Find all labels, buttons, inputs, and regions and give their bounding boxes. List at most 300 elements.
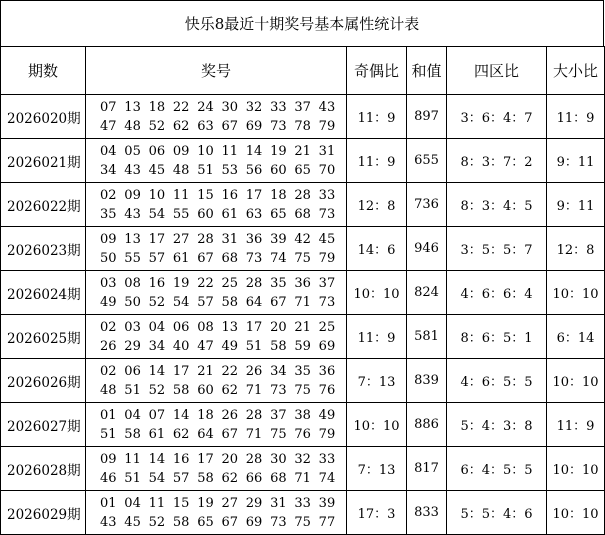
drawn-number: 79 [318, 426, 336, 442]
numbers-line [100, 205, 346, 224]
sum-cell: 824 [407, 271, 447, 315]
big-small-cell: 6：14 [547, 315, 605, 359]
odd-even-cell: 7：13 [347, 447, 407, 491]
drawn-number: 34 [148, 338, 166, 354]
odd-even-cell: 11：9 [347, 95, 407, 139]
drawn-number: 31 [270, 495, 287, 511]
drawn-number: 52 [148, 294, 166, 310]
numbers-line [100, 98, 346, 117]
drawn-number: 09 [100, 231, 117, 247]
drawn-number: 28 [245, 451, 263, 467]
numbers-cell [86, 403, 347, 447]
drawn-number: 09 [124, 187, 141, 203]
drawn-number: 57 [148, 250, 166, 266]
drawn-number: 71 [245, 382, 263, 398]
drawn-number: 32 [294, 451, 311, 467]
drawn-number: 60 [197, 382, 214, 398]
big-small-cell: 9：11 [547, 139, 605, 183]
drawn-number: 76 [318, 382, 336, 398]
sum-cell: 736 [407, 183, 447, 227]
table-row [1, 447, 605, 491]
drawn-number: 36 [294, 275, 311, 291]
odd-even-cell: 7：13 [347, 359, 407, 403]
drawn-number: 37 [318, 275, 336, 291]
drawn-number: 64 [197, 426, 214, 442]
drawn-number: 34 [100, 162, 117, 178]
drawn-number: 48 [100, 382, 117, 398]
big-small-cell: 12：8 [547, 227, 605, 271]
drawn-number: 62 [172, 118, 190, 134]
drawn-number: 54 [148, 206, 166, 222]
drawn-number: 51 [100, 426, 117, 442]
sum-cell: 946 [407, 227, 447, 271]
drawn-number: 26 [221, 407, 239, 423]
drawn-number: 55 [172, 206, 190, 222]
drawn-number: 02 [100, 363, 117, 379]
drawn-number: 51 [245, 338, 263, 354]
drawn-number: 67 [197, 250, 214, 266]
period-cell: 2026021期 [1, 139, 86, 183]
numbers-cell [86, 359, 347, 403]
drawn-number: 40 [172, 338, 190, 354]
drawn-number: 45 [124, 514, 141, 530]
drawn-number: 30 [221, 99, 239, 115]
stats-table [0, 46, 605, 535]
drawn-number: 74 [270, 250, 287, 266]
drawn-number: 48 [172, 162, 190, 178]
drawn-number: 33 [270, 99, 287, 115]
drawn-number: 06 [172, 319, 190, 335]
drawn-number: 69 [318, 338, 336, 354]
drawn-number: 18 [197, 407, 214, 423]
drawn-number: 20 [221, 451, 239, 467]
numbers-line [100, 274, 346, 293]
numbers-line [100, 469, 346, 488]
drawn-number: 04 [148, 319, 166, 335]
drawn-number: 04 [124, 495, 141, 511]
drawn-number: 60 [270, 162, 287, 178]
drawn-number: 75 [270, 426, 287, 442]
drawn-number: 30 [270, 451, 287, 467]
drawn-number: 59 [294, 338, 311, 354]
drawn-number: 15 [172, 495, 190, 511]
numbers-line [100, 362, 346, 381]
numbers-line [100, 318, 346, 337]
table-row [1, 227, 605, 271]
drawn-number: 27 [221, 495, 239, 511]
sum-cell: 833 [407, 491, 447, 535]
drawn-number: 16 [172, 451, 190, 467]
table-row [1, 95, 605, 139]
drawn-number: 11 [221, 143, 239, 159]
drawn-number: 63 [245, 206, 263, 222]
drawn-number: 70 [318, 162, 336, 178]
drawn-number: 69 [245, 514, 263, 530]
numbers-line [100, 293, 346, 312]
drawn-number: 17 [245, 319, 263, 335]
drawn-number: 66 [245, 470, 263, 486]
drawn-number: 26 [100, 338, 117, 354]
drawn-number: 04 [124, 407, 141, 423]
drawn-number: 02 [100, 319, 117, 335]
drawn-number: 78 [294, 118, 311, 134]
drawn-number: 74 [318, 470, 336, 486]
big-small-cell: 9：11 [547, 183, 605, 227]
drawn-number: 22 [172, 99, 190, 115]
drawn-number: 35 [294, 363, 311, 379]
numbers-line [100, 142, 346, 161]
drawn-number: 53 [221, 162, 239, 178]
period-cell: 2026025期 [1, 315, 86, 359]
table-title: 快乐8最近十期奖号基本属性统计表 [0, 0, 604, 46]
numbers-cell [86, 491, 347, 535]
zones-cell: 5：5：4：6 [447, 491, 547, 535]
drawn-number: 31 [221, 231, 239, 247]
drawn-number: 10 [148, 187, 166, 203]
drawn-number: 75 [294, 514, 311, 530]
drawn-number: 65 [197, 514, 214, 530]
drawn-number: 28 [197, 231, 214, 247]
zones-cell: 4：6：6：4 [447, 271, 547, 315]
drawn-number: 71 [245, 426, 263, 442]
drawn-number: 71 [294, 294, 311, 310]
drawn-number: 45 [148, 162, 166, 178]
drawn-number: 58 [172, 382, 190, 398]
drawn-number: 38 [294, 407, 311, 423]
drawn-number: 14 [148, 363, 166, 379]
drawn-number: 79 [318, 118, 336, 134]
drawn-number: 62 [221, 382, 239, 398]
sum-cell: 581 [407, 315, 447, 359]
drawn-number: 32 [245, 99, 263, 115]
drawn-number: 73 [270, 382, 287, 398]
drawn-number: 65 [270, 206, 287, 222]
drawn-number: 36 [318, 363, 336, 379]
numbers-cell [86, 139, 347, 183]
numbers-line [100, 186, 346, 205]
drawn-number: 03 [100, 275, 117, 291]
zones-cell: 6：4：5：5 [447, 447, 547, 491]
drawn-number: 11 [172, 187, 190, 203]
zones-cell: 8：6：5：1 [447, 315, 547, 359]
drawn-number: 46 [100, 470, 117, 486]
drawn-number: 63 [197, 118, 214, 134]
drawn-number: 17 [148, 231, 166, 247]
big-small-cell: 10：10 [547, 447, 605, 491]
zones-cell: 8：3：4：5 [447, 183, 547, 227]
odd-even-cell: 10：10 [347, 403, 407, 447]
header-sum: 和值 [407, 47, 447, 95]
odd-even-cell: 14：6 [347, 227, 407, 271]
drawn-number: 03 [124, 319, 141, 335]
drawn-number: 21 [294, 319, 311, 335]
drawn-number: 29 [124, 338, 141, 354]
drawn-number: 47 [197, 338, 214, 354]
drawn-number: 43 [124, 162, 141, 178]
odd-even-cell: 12：8 [347, 183, 407, 227]
drawn-number: 54 [148, 470, 166, 486]
drawn-number: 33 [318, 451, 336, 467]
drawn-number: 52 [148, 514, 166, 530]
drawn-number: 51 [197, 162, 214, 178]
drawn-number: 58 [221, 294, 239, 310]
table-row [1, 183, 605, 227]
drawn-number: 64 [245, 294, 263, 310]
drawn-number: 67 [270, 294, 287, 310]
drawn-number: 51 [124, 382, 141, 398]
zones-cell: 4：6：5：5 [447, 359, 547, 403]
drawn-number: 60 [197, 206, 214, 222]
numbers-line [100, 450, 346, 469]
drawn-number: 73 [270, 118, 287, 134]
drawn-number: 10 [197, 143, 214, 159]
drawn-number: 28 [245, 407, 263, 423]
header-zones: 四区比 [447, 47, 547, 95]
drawn-number: 02 [100, 187, 117, 203]
drawn-number: 37 [294, 99, 311, 115]
table-row [1, 271, 605, 315]
drawn-number: 22 [197, 275, 214, 291]
drawn-number: 76 [294, 426, 311, 442]
drawn-number: 67 [221, 514, 239, 530]
sum-cell: 897 [407, 95, 447, 139]
drawn-number: 22 [221, 363, 239, 379]
odd-even-cell: 10：10 [347, 271, 407, 315]
numbers-line [100, 494, 346, 513]
numbers-cell [86, 447, 347, 491]
zones-cell: 3：6：4：7 [447, 95, 547, 139]
numbers-line [100, 425, 346, 444]
drawn-number: 34 [270, 363, 287, 379]
drawn-number: 15 [197, 187, 214, 203]
drawn-number: 43 [100, 514, 117, 530]
sum-cell: 839 [407, 359, 447, 403]
drawn-number: 28 [245, 275, 263, 291]
drawn-number: 17 [172, 363, 190, 379]
drawn-number: 06 [148, 143, 166, 159]
sum-cell: 817 [407, 447, 447, 491]
drawn-number: 47 [100, 118, 117, 134]
zones-cell: 8：3：7：2 [447, 139, 547, 183]
numbers-line [100, 337, 346, 356]
drawn-number: 07 [148, 407, 166, 423]
drawn-number: 75 [294, 250, 311, 266]
drawn-number: 68 [221, 250, 239, 266]
drawn-number: 71 [294, 470, 311, 486]
drawn-number: 49 [318, 407, 336, 423]
drawn-number: 37 [270, 407, 287, 423]
period-cell: 2026022期 [1, 183, 86, 227]
drawn-number: 68 [294, 206, 311, 222]
drawn-number: 58 [172, 514, 190, 530]
table-row [1, 403, 605, 447]
drawn-number: 73 [318, 206, 336, 222]
header-big-small: 大小比 [547, 47, 605, 95]
odd-even-cell: 17：3 [347, 491, 407, 535]
drawn-number: 43 [318, 99, 336, 115]
drawn-number: 11 [148, 495, 166, 511]
drawn-number: 18 [148, 99, 166, 115]
drawn-number: 57 [197, 294, 214, 310]
drawn-number: 09 [172, 143, 190, 159]
drawn-number: 35 [270, 275, 287, 291]
numbers-line [100, 230, 346, 249]
table-body [1, 95, 605, 535]
drawn-number: 24 [197, 99, 214, 115]
drawn-number: 61 [221, 206, 239, 222]
big-small-cell: 11：9 [547, 403, 605, 447]
numbers-line [100, 249, 346, 268]
drawn-number: 04 [100, 143, 117, 159]
drawn-number: 55 [124, 250, 141, 266]
drawn-number: 75 [294, 382, 311, 398]
drawn-number: 19 [172, 275, 190, 291]
drawn-number: 50 [100, 250, 117, 266]
period-cell: 2026027期 [1, 403, 86, 447]
drawn-number: 61 [172, 250, 190, 266]
drawn-number: 25 [221, 275, 239, 291]
drawn-number: 43 [124, 206, 141, 222]
drawn-number: 36 [245, 231, 263, 247]
drawn-number: 56 [245, 162, 263, 178]
numbers-line [100, 161, 346, 180]
zones-cell: 5：4：3：8 [447, 403, 547, 447]
numbers-cell [86, 227, 347, 271]
drawn-number: 79 [318, 250, 336, 266]
numbers-cell [86, 183, 347, 227]
numbers-line [100, 117, 346, 136]
drawn-number: 73 [245, 250, 263, 266]
period-cell: 2026026期 [1, 359, 86, 403]
drawn-number: 11 [124, 451, 141, 467]
big-small-cell: 10：10 [547, 491, 605, 535]
drawn-number: 67 [221, 118, 239, 134]
big-small-cell: 10：10 [547, 271, 605, 315]
drawn-number: 06 [124, 363, 141, 379]
drawn-number: 49 [221, 338, 239, 354]
big-small-cell: 11：9 [547, 95, 605, 139]
table-row [1, 359, 605, 403]
drawn-number: 17 [197, 451, 214, 467]
drawn-number: 68 [270, 470, 287, 486]
drawn-number: 77 [318, 514, 336, 530]
drawn-number: 58 [124, 426, 141, 442]
drawn-number: 57 [172, 470, 190, 486]
drawn-number: 01 [100, 495, 117, 511]
drawn-number: 25 [318, 319, 336, 335]
drawn-number: 51 [124, 470, 141, 486]
drawn-number: 18 [270, 187, 287, 203]
drawn-number: 48 [124, 118, 141, 134]
drawn-number: 16 [148, 275, 166, 291]
drawn-number: 73 [270, 514, 287, 530]
drawn-number: 14 [245, 143, 263, 159]
sum-cell: 655 [407, 139, 447, 183]
drawn-number: 33 [318, 187, 336, 203]
sum-cell: 886 [407, 403, 447, 447]
drawn-number: 35 [100, 206, 117, 222]
drawn-number: 62 [172, 426, 190, 442]
drawn-number: 13 [124, 231, 141, 247]
numbers-cell [86, 95, 347, 139]
drawn-number: 13 [221, 319, 239, 335]
drawn-number: 20 [270, 319, 287, 335]
header-numbers: 奖号 [86, 47, 347, 95]
drawn-number: 05 [124, 143, 141, 159]
header-period: 期数 [1, 47, 86, 95]
numbers-cell [86, 315, 347, 359]
drawn-number: 62 [221, 470, 239, 486]
drawn-number: 73 [318, 294, 336, 310]
drawn-number: 65 [294, 162, 311, 178]
drawn-number: 28 [294, 187, 311, 203]
period-cell: 2026023期 [1, 227, 86, 271]
drawn-number: 61 [148, 426, 166, 442]
drawn-number: 19 [270, 143, 287, 159]
drawn-number: 21 [197, 363, 214, 379]
odd-even-cell: 11：9 [347, 315, 407, 359]
drawn-number: 33 [294, 495, 311, 511]
header-row [1, 47, 605, 95]
table-row [1, 139, 605, 183]
drawn-number: 67 [221, 426, 239, 442]
drawn-number: 21 [294, 143, 311, 159]
drawn-number: 49 [100, 294, 117, 310]
drawn-number: 69 [245, 118, 263, 134]
drawn-number: 39 [270, 231, 287, 247]
drawn-number: 42 [294, 231, 311, 247]
drawn-number: 27 [172, 231, 190, 247]
drawn-number: 13 [124, 99, 141, 115]
numbers-line [100, 381, 346, 400]
period-cell: 2026028期 [1, 447, 86, 491]
odd-even-cell: 11：9 [347, 139, 407, 183]
drawn-number: 07 [100, 99, 117, 115]
drawn-number: 14 [172, 407, 190, 423]
drawn-number: 09 [100, 451, 117, 467]
drawn-number: 39 [318, 495, 336, 511]
period-cell: 2026020期 [1, 95, 86, 139]
drawn-number: 54 [172, 294, 190, 310]
drawn-number: 19 [197, 495, 214, 511]
drawn-number: 14 [148, 451, 166, 467]
drawn-number: 26 [245, 363, 263, 379]
drawn-number: 45 [318, 231, 336, 247]
drawn-number: 31 [318, 143, 336, 159]
drawn-number: 17 [245, 187, 263, 203]
drawn-number: 52 [148, 118, 166, 134]
drawn-number: 52 [148, 382, 166, 398]
drawn-number: 29 [245, 495, 263, 511]
big-small-cell: 10：10 [547, 359, 605, 403]
zones-cell: 3：5：5：7 [447, 227, 547, 271]
drawn-number: 16 [221, 187, 239, 203]
drawn-number: 58 [197, 470, 214, 486]
numbers-cell [86, 271, 347, 315]
header-odd-even: 奇偶比 [347, 47, 407, 95]
drawn-number: 58 [270, 338, 287, 354]
numbers-line [100, 406, 346, 425]
drawn-number: 08 [124, 275, 141, 291]
drawn-number: 50 [124, 294, 141, 310]
table-row [1, 491, 605, 535]
period-cell: 2026024期 [1, 271, 86, 315]
numbers-line [100, 513, 346, 532]
period-cell: 2026029期 [1, 491, 86, 535]
table-row [1, 315, 605, 359]
drawn-number: 01 [100, 407, 117, 423]
drawn-number: 08 [197, 319, 214, 335]
